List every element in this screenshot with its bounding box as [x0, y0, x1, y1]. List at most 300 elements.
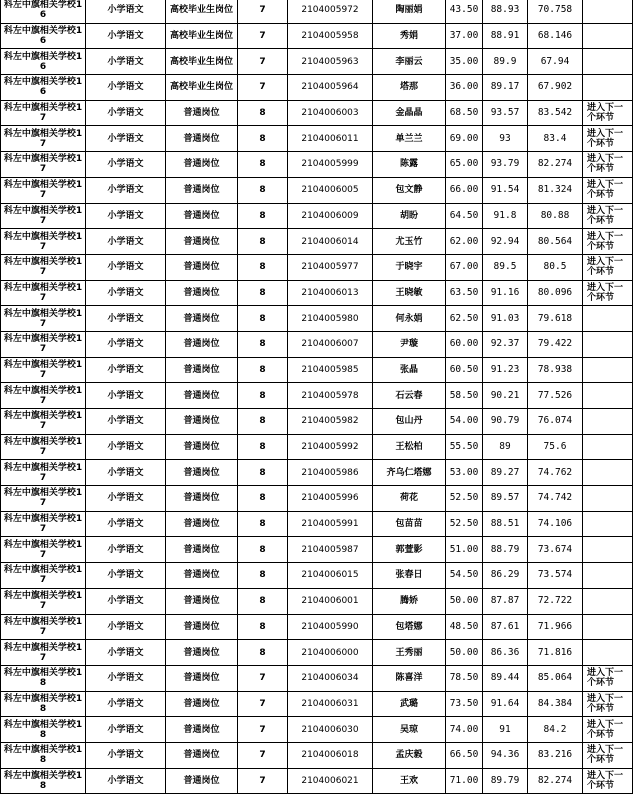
remark-cell: 进入下一个环节: [583, 254, 633, 280]
total-score-cell: 80.564: [528, 229, 583, 255]
table-row: [1, 23, 633, 49]
exam-id-cell: 2104005977: [288, 254, 373, 280]
exam-id-cell: 2104006005: [288, 177, 373, 203]
school-cell: 科左中旗相关学校17: [1, 203, 86, 229]
name-cell: 王欢: [373, 768, 446, 794]
quota-cell: 7: [238, 23, 288, 49]
total-score-cell: 83.216: [528, 742, 583, 768]
written-score-cell: 66.00: [446, 177, 483, 203]
school-cell: 科左中旗相关学校17: [1, 152, 86, 178]
name-cell: 王晓敏: [373, 280, 446, 306]
interview-score-cell: 89: [483, 434, 528, 460]
subject-cell: 小学语文: [86, 742, 166, 768]
quota-cell: 8: [238, 434, 288, 460]
remark-cell: [583, 460, 633, 486]
subject-cell: 小学语文: [86, 486, 166, 512]
remark-cell: [583, 486, 633, 512]
name-cell: 孟庆毅: [373, 742, 446, 768]
name-cell: 尤玉竹: [373, 229, 446, 255]
subject-cell: 小学语文: [86, 409, 166, 435]
written-score-cell: 58.50: [446, 383, 483, 409]
quota-cell: 8: [238, 486, 288, 512]
school-cell: 科左中旗相关学校17: [1, 486, 86, 512]
exam-id-cell: 2104005982: [288, 409, 373, 435]
remark-cell: [583, 331, 633, 357]
subject-cell: 小学语文: [86, 717, 166, 743]
quota-cell: 8: [238, 126, 288, 152]
table-row: [1, 100, 633, 126]
table-row: [1, 614, 633, 640]
total-score-cell: 85.064: [528, 665, 583, 691]
total-score-cell: 84.384: [528, 691, 583, 717]
interview-score-cell: 91.64: [483, 691, 528, 717]
quota-cell: 8: [238, 152, 288, 178]
table-row: [1, 434, 633, 460]
table-row: [1, 49, 633, 75]
interview-score-cell: 86.36: [483, 640, 528, 666]
remark-cell: [583, 409, 633, 435]
quota-cell: 7: [238, 75, 288, 101]
quota-cell: 8: [238, 588, 288, 614]
exam-id-cell: 2104006013: [288, 280, 373, 306]
table-row: [1, 126, 633, 152]
position-cell: 普通岗位: [166, 486, 238, 512]
name-cell: 秀娟: [373, 23, 446, 49]
subject-cell: 小学语文: [86, 563, 166, 589]
school-cell: 科左中旗相关学校17: [1, 460, 86, 486]
subject-cell: 小学语文: [86, 614, 166, 640]
name-cell: 武璐: [373, 691, 446, 717]
remark-cell: [583, 563, 633, 589]
results-table-body: [1, 0, 633, 794]
position-cell: 高校毕业生岗位: [166, 23, 238, 49]
position-cell: 普通岗位: [166, 665, 238, 691]
remark-cell: 进入下一个环节: [583, 100, 633, 126]
exam-id-cell: 2104005985: [288, 357, 373, 383]
remark-cell: [583, 75, 633, 101]
total-score-cell: 80.096: [528, 280, 583, 306]
exam-id-cell: 2104005958: [288, 23, 373, 49]
written-score-cell: 50.00: [446, 640, 483, 666]
name-cell: 胡盼: [373, 203, 446, 229]
subject-cell: 小学语文: [86, 665, 166, 691]
name-cell: 张晶: [373, 357, 446, 383]
table-row: [1, 742, 633, 768]
name-cell: 李丽云: [373, 49, 446, 75]
table-row: [1, 563, 633, 589]
exam-id-cell: 2104006000: [288, 640, 373, 666]
written-score-cell: 35.00: [446, 49, 483, 75]
quota-cell: 8: [238, 537, 288, 563]
subject-cell: 小学语文: [86, 203, 166, 229]
name-cell: 陶丽娟: [373, 0, 446, 23]
name-cell: 塔那: [373, 75, 446, 101]
exam-id-cell: 2104005986: [288, 460, 373, 486]
written-score-cell: 60.00: [446, 331, 483, 357]
name-cell: 包塔娜: [373, 614, 446, 640]
subject-cell: 小学语文: [86, 383, 166, 409]
quota-cell: 8: [238, 254, 288, 280]
remark-cell: 进入下一个环节: [583, 177, 633, 203]
school-cell: 科左中旗相关学校18: [1, 717, 86, 743]
total-score-cell: 74.762: [528, 460, 583, 486]
name-cell: 张春日: [373, 563, 446, 589]
total-score-cell: 84.2: [528, 717, 583, 743]
interview-score-cell: 91.03: [483, 306, 528, 332]
table-row: [1, 357, 633, 383]
total-score-cell: 74.742: [528, 486, 583, 512]
subject-cell: 小学语文: [86, 306, 166, 332]
exam-id-cell: 2104006031: [288, 691, 373, 717]
position-cell: 高校毕业生岗位: [166, 75, 238, 101]
written-score-cell: 52.50: [446, 511, 483, 537]
quota-cell: 8: [238, 306, 288, 332]
written-score-cell: 69.00: [446, 126, 483, 152]
school-cell: 科左中旗相关学校17: [1, 100, 86, 126]
school-cell: 科左中旗相关学校18: [1, 742, 86, 768]
written-score-cell: 74.00: [446, 717, 483, 743]
interview-score-cell: 87.87: [483, 588, 528, 614]
table-row: [1, 152, 633, 178]
total-score-cell: 73.674: [528, 537, 583, 563]
exam-id-cell: 2104005996: [288, 486, 373, 512]
total-score-cell: 71.816: [528, 640, 583, 666]
written-score-cell: 43.50: [446, 0, 483, 23]
exam-id-cell: 2104006007: [288, 331, 373, 357]
interview-score-cell: 93.79: [483, 152, 528, 178]
subject-cell: 小学语文: [86, 254, 166, 280]
name-cell: 尹璇: [373, 331, 446, 357]
table-row: [1, 717, 633, 743]
school-cell: 科左中旗相关学校17: [1, 588, 86, 614]
exam-id-cell: 2104005972: [288, 0, 373, 23]
remark-cell: 进入下一个环节: [583, 203, 633, 229]
position-cell: 普通岗位: [166, 229, 238, 255]
table-row: [1, 691, 633, 717]
table-row: [1, 665, 633, 691]
quota-cell: 7: [238, 742, 288, 768]
school-cell: 科左中旗相关学校18: [1, 768, 86, 794]
written-score-cell: 73.50: [446, 691, 483, 717]
interview-score-cell: 89.5: [483, 254, 528, 280]
position-cell: 普通岗位: [166, 331, 238, 357]
subject-cell: 小学语文: [86, 434, 166, 460]
position-cell: 普通岗位: [166, 511, 238, 537]
interview-score-cell: 91.16: [483, 280, 528, 306]
position-cell: 普通岗位: [166, 717, 238, 743]
subject-cell: 小学语文: [86, 0, 166, 23]
interview-score-cell: 91.23: [483, 357, 528, 383]
total-score-cell: 67.94: [528, 49, 583, 75]
position-cell: 普通岗位: [166, 177, 238, 203]
remark-cell: 进入下一个环节: [583, 665, 633, 691]
written-score-cell: 78.50: [446, 665, 483, 691]
exam-id-cell: 2104006034: [288, 665, 373, 691]
written-score-cell: 54.50: [446, 563, 483, 589]
name-cell: 陈露: [373, 152, 446, 178]
position-cell: 普通岗位: [166, 203, 238, 229]
exam-id-cell: 2104005990: [288, 614, 373, 640]
table-row: [1, 640, 633, 666]
written-score-cell: 65.00: [446, 152, 483, 178]
table-row: [1, 254, 633, 280]
position-cell: 高校毕业生岗位: [166, 0, 238, 23]
school-cell: 科左中旗相关学校17: [1, 177, 86, 203]
written-score-cell: 51.00: [446, 537, 483, 563]
interview-score-cell: 91.54: [483, 177, 528, 203]
interview-score-cell: 90.79: [483, 409, 528, 435]
name-cell: 何永娟: [373, 306, 446, 332]
position-cell: 普通岗位: [166, 100, 238, 126]
interview-score-cell: 94.36: [483, 742, 528, 768]
exam-id-cell: 2104006001: [288, 588, 373, 614]
quota-cell: 8: [238, 383, 288, 409]
total-score-cell: 75.6: [528, 434, 583, 460]
subject-cell: 小学语文: [86, 537, 166, 563]
subject-cell: 小学语文: [86, 280, 166, 306]
total-score-cell: 82.274: [528, 768, 583, 794]
total-score-cell: 83.4: [528, 126, 583, 152]
remark-cell: [583, 383, 633, 409]
total-score-cell: 79.618: [528, 306, 583, 332]
quota-cell: 8: [238, 331, 288, 357]
remark-cell: 进入下一个环节: [583, 717, 633, 743]
interview-score-cell: 88.79: [483, 537, 528, 563]
name-cell: 单兰兰: [373, 126, 446, 152]
subject-cell: 小学语文: [86, 640, 166, 666]
position-cell: 普通岗位: [166, 409, 238, 435]
remark-cell: 进入下一个环节: [583, 229, 633, 255]
total-score-cell: 78.938: [528, 357, 583, 383]
name-cell: 齐乌仁塔娜: [373, 460, 446, 486]
interview-score-cell: 92.94: [483, 229, 528, 255]
exam-id-cell: 2104005999: [288, 152, 373, 178]
school-cell: 科左中旗相关学校17: [1, 280, 86, 306]
subject-cell: 小学语文: [86, 357, 166, 383]
remark-cell: [583, 640, 633, 666]
interview-score-cell: 90.21: [483, 383, 528, 409]
school-cell: 科左中旗相关学校17: [1, 254, 86, 280]
position-cell: 普通岗位: [166, 640, 238, 666]
school-cell: 科左中旗相关学校17: [1, 331, 86, 357]
total-score-cell: 67.902: [528, 75, 583, 101]
remark-cell: [583, 434, 633, 460]
subject-cell: 小学语文: [86, 460, 166, 486]
exam-id-cell: 2104005980: [288, 306, 373, 332]
subject-cell: 小学语文: [86, 588, 166, 614]
quota-cell: 8: [238, 511, 288, 537]
written-score-cell: 36.00: [446, 75, 483, 101]
table-row: [1, 537, 633, 563]
exam-id-cell: 2104006015: [288, 563, 373, 589]
quota-cell: 8: [238, 640, 288, 666]
name-cell: 荷花: [373, 486, 446, 512]
school-cell: 科左中旗相关学校17: [1, 126, 86, 152]
school-cell: 科左中旗相关学校17: [1, 357, 86, 383]
position-cell: 普通岗位: [166, 434, 238, 460]
position-cell: 普通岗位: [166, 280, 238, 306]
table-row: [1, 460, 633, 486]
school-cell: 科左中旗相关学校17: [1, 409, 86, 435]
interview-score-cell: 93: [483, 126, 528, 152]
interview-score-cell: 89.44: [483, 665, 528, 691]
written-score-cell: 63.50: [446, 280, 483, 306]
remark-cell: [583, 537, 633, 563]
subject-cell: 小学语文: [86, 23, 166, 49]
exam-id-cell: 2104005963: [288, 49, 373, 75]
interview-score-cell: 86.29: [483, 563, 528, 589]
subject-cell: 小学语文: [86, 75, 166, 101]
table-row: [1, 486, 633, 512]
table-row: [1, 768, 633, 794]
written-score-cell: 64.50: [446, 203, 483, 229]
subject-cell: 小学语文: [86, 49, 166, 75]
written-score-cell: 50.00: [446, 588, 483, 614]
subject-cell: 小学语文: [86, 768, 166, 794]
name-cell: 包文静: [373, 177, 446, 203]
table-row: [1, 306, 633, 332]
school-cell: 科左中旗相关学校17: [1, 640, 86, 666]
total-score-cell: 83.542: [528, 100, 583, 126]
quota-cell: 8: [238, 229, 288, 255]
school-cell: 科左中旗相关学校17: [1, 511, 86, 537]
position-cell: 普通岗位: [166, 614, 238, 640]
total-score-cell: 70.758: [528, 0, 583, 23]
quota-cell: 7: [238, 0, 288, 23]
position-cell: 普通岗位: [166, 383, 238, 409]
written-score-cell: 54.00: [446, 409, 483, 435]
remark-cell: 进入下一个环节: [583, 742, 633, 768]
written-score-cell: 55.50: [446, 434, 483, 460]
quota-cell: 8: [238, 177, 288, 203]
quota-cell: 8: [238, 203, 288, 229]
written-score-cell: 71.00: [446, 768, 483, 794]
position-cell: 普通岗位: [166, 357, 238, 383]
interview-score-cell: 89.9: [483, 49, 528, 75]
table-row: [1, 511, 633, 537]
total-score-cell: 74.106: [528, 511, 583, 537]
name-cell: 包苗苗: [373, 511, 446, 537]
remark-cell: [583, 588, 633, 614]
subject-cell: 小学语文: [86, 691, 166, 717]
remark-cell: 进入下一个环节: [583, 768, 633, 794]
school-cell: 科左中旗相关学校17: [1, 537, 86, 563]
interview-score-cell: 88.51: [483, 511, 528, 537]
remark-cell: 进入下一个环节: [583, 152, 633, 178]
written-score-cell: 68.50: [446, 100, 483, 126]
remark-cell: 进入下一个环节: [583, 280, 633, 306]
interview-score-cell: 89.17: [483, 75, 528, 101]
name-cell: 于晓宇: [373, 254, 446, 280]
table-row: [1, 0, 633, 23]
position-cell: 普通岗位: [166, 460, 238, 486]
table-row: [1, 383, 633, 409]
position-cell: 普通岗位: [166, 537, 238, 563]
name-cell: 腾娇: [373, 588, 446, 614]
total-score-cell: 77.526: [528, 383, 583, 409]
exam-id-cell: 2104005978: [288, 383, 373, 409]
subject-cell: 小学语文: [86, 511, 166, 537]
remark-cell: [583, 0, 633, 23]
exam-id-cell: 2104006018: [288, 742, 373, 768]
quota-cell: 8: [238, 357, 288, 383]
name-cell: 包山丹: [373, 409, 446, 435]
remark-cell: [583, 511, 633, 537]
position-cell: 普通岗位: [166, 742, 238, 768]
exam-id-cell: 2104006011: [288, 126, 373, 152]
table-row: [1, 203, 633, 229]
quota-cell: 8: [238, 409, 288, 435]
school-cell: 科左中旗相关学校16: [1, 0, 86, 23]
interview-score-cell: 88.93: [483, 0, 528, 23]
total-score-cell: 81.324: [528, 177, 583, 203]
position-cell: 普通岗位: [166, 563, 238, 589]
position-cell: 高校毕业生岗位: [166, 49, 238, 75]
name-cell: 石云春: [373, 383, 446, 409]
written-score-cell: 66.50: [446, 742, 483, 768]
name-cell: 陈喜洋: [373, 665, 446, 691]
school-cell: 科左中旗相关学校17: [1, 229, 86, 255]
interview-score-cell: 89.27: [483, 460, 528, 486]
quota-cell: 8: [238, 614, 288, 640]
remark-cell: 进入下一个环节: [583, 126, 633, 152]
interview-score-cell: 93.57: [483, 100, 528, 126]
total-score-cell: 68.146: [528, 23, 583, 49]
school-cell: 科左中旗相关学校17: [1, 434, 86, 460]
interview-score-cell: 89.79: [483, 768, 528, 794]
total-score-cell: 71.966: [528, 614, 583, 640]
quota-cell: 8: [238, 280, 288, 306]
remark-cell: 进入下一个环节: [583, 691, 633, 717]
subject-cell: 小学语文: [86, 126, 166, 152]
quota-cell: 7: [238, 768, 288, 794]
interview-score-cell: 89.57: [483, 486, 528, 512]
exam-id-cell: 2104006003: [288, 100, 373, 126]
interview-score-cell: 92.37: [483, 331, 528, 357]
name-cell: 王松柏: [373, 434, 446, 460]
written-score-cell: 60.50: [446, 357, 483, 383]
school-cell: 科左中旗相关学校18: [1, 665, 86, 691]
written-score-cell: 67.00: [446, 254, 483, 280]
school-cell: 科左中旗相关学校16: [1, 75, 86, 101]
remark-cell: [583, 23, 633, 49]
exam-id-cell: 2104005987: [288, 537, 373, 563]
quota-cell: 8: [238, 460, 288, 486]
school-cell: 科左中旗相关学校17: [1, 306, 86, 332]
position-cell: 普通岗位: [166, 254, 238, 280]
subject-cell: 小学语文: [86, 152, 166, 178]
remark-cell: [583, 614, 633, 640]
position-cell: 普通岗位: [166, 588, 238, 614]
remark-cell: [583, 306, 633, 332]
total-score-cell: 80.5: [528, 254, 583, 280]
position-cell: 普通岗位: [166, 306, 238, 332]
exam-id-cell: 2104005964: [288, 75, 373, 101]
total-score-cell: 82.274: [528, 152, 583, 178]
written-score-cell: 52.50: [446, 486, 483, 512]
remark-cell: [583, 49, 633, 75]
interview-score-cell: 88.91: [483, 23, 528, 49]
exam-id-cell: 2104005991: [288, 511, 373, 537]
table-row: [1, 331, 633, 357]
total-score-cell: 73.574: [528, 563, 583, 589]
position-cell: 普通岗位: [166, 152, 238, 178]
subject-cell: 小学语文: [86, 100, 166, 126]
exam-id-cell: 2104006021: [288, 768, 373, 794]
interview-score-cell: 87.61: [483, 614, 528, 640]
position-cell: 普通岗位: [166, 126, 238, 152]
table-row: [1, 409, 633, 435]
